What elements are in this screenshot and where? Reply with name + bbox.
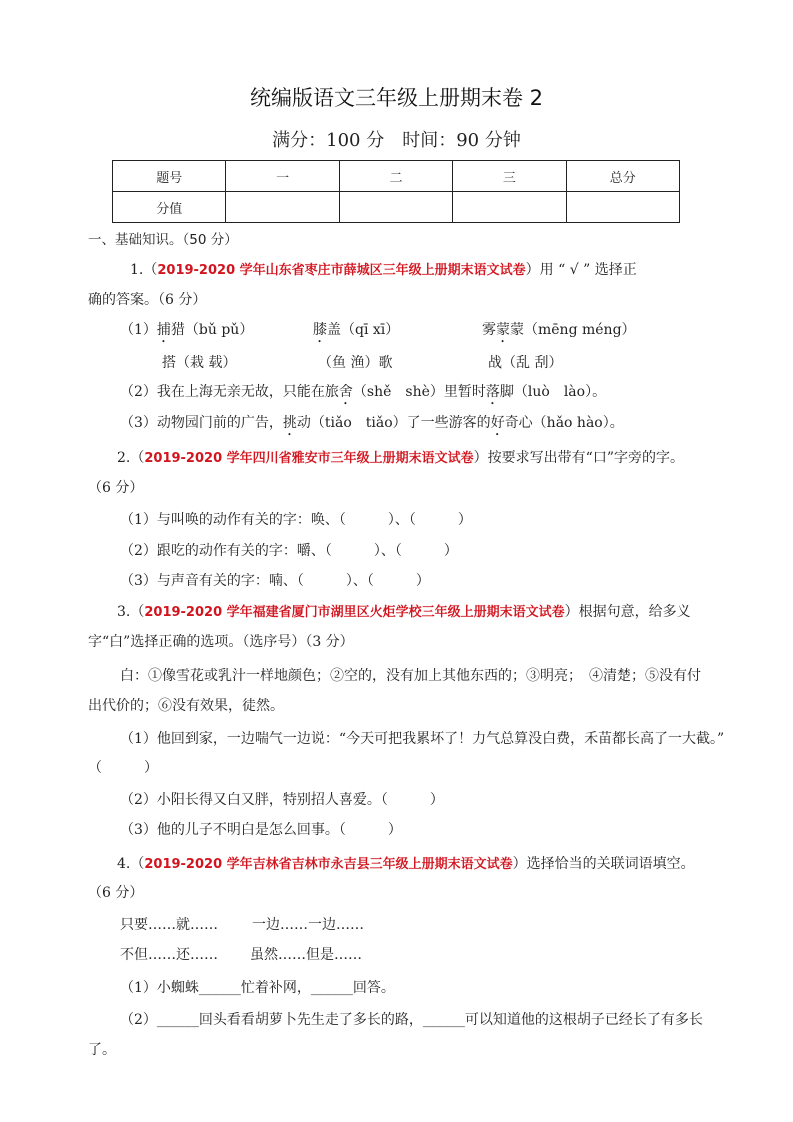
item-text: （3）动物园门前的广告， <box>120 415 283 431</box>
q3-definition-cont: 出代价的；⑥没有效果，徒然。 <box>88 698 284 714</box>
question-text: ）用 “ √ ” 选择正 <box>525 262 637 278</box>
question-2 <box>117 448 684 469</box>
score-table-cell <box>566 192 679 223</box>
emphasized-char: 蒙 <box>496 322 510 338</box>
score-table-cell: 题号 <box>113 161 226 192</box>
q1-item-2a: 搭（栽 载） <box>162 355 237 371</box>
emphasized-char: 舍 <box>338 384 353 400</box>
q2-item-3: （3）与声音有关的字：喃、（ ）、（ ） <box>120 573 430 589</box>
score-table-cell <box>453 192 566 223</box>
q4-option-2: 一边……一边…… <box>252 917 364 933</box>
emphasized-char: 膝 <box>313 322 327 338</box>
q1-item-1c <box>482 320 636 346</box>
document-title: 统编版语文三年级上册期末卷 2 <box>249 86 544 110</box>
question-text-cont: （6 分） <box>88 885 144 901</box>
q3-item-3: （3）他的儿子不明白是怎么回事。（ ） <box>120 822 402 838</box>
question-text: ）选择恰当的关联词语填空。 <box>512 856 695 872</box>
paren: （ <box>143 262 158 278</box>
emphasized-char: 捕 <box>156 322 171 338</box>
paren: （ <box>130 450 145 466</box>
question-text: ）根据句意，给多义 <box>564 604 691 620</box>
q4-option-1: 只要……就…… <box>120 917 218 933</box>
item-text: 动（tiǎo tiǎo）了一些游客的 <box>296 415 491 431</box>
item-text: 雾 <box>482 322 496 338</box>
q2-item-2: （2）跟吃的动作有关的字：嚼、（ ）、（ ） <box>120 543 458 559</box>
q1-item-3 <box>120 382 606 408</box>
emphasized-char: 挑 <box>282 415 297 431</box>
emphasized-char: 落 <box>485 384 500 400</box>
q1-item-1b <box>313 320 399 346</box>
item-text: （2）我在上海无亲无故，只能在旅 <box>120 384 339 400</box>
question-text-cont: 确的答案。（6 分） <box>88 292 207 308</box>
item-text: 蒙（mēng méng） <box>510 322 636 338</box>
question-source: 2019-2020 学年山东省枣庄市薛城区三年级上册期末语文试卷 <box>157 263 526 278</box>
q3-item-1: （1）他回到家，一边喘气一边说：“今天可把我累坏了！力气总算没白费，禾苗都长高了一大截。” <box>120 731 725 747</box>
paren: （ <box>130 856 145 872</box>
question-text-cont: （6 分） <box>88 480 144 496</box>
item-text: （shě shè）里暂时 <box>352 384 486 400</box>
item-text: 猎（bǔ pǔ） <box>170 322 254 338</box>
score-table-value-row <box>113 192 680 223</box>
question-source: 2019-2020 学年吉林省吉林市永吉县三年级上册期末语文试卷 <box>144 857 513 872</box>
question-1 <box>130 260 637 281</box>
question-number: 3. <box>117 604 131 620</box>
score-table-cell: 三 <box>453 161 566 192</box>
score-table-header-row <box>113 161 680 192</box>
question-source: 2019-2020 学年福建省厦门市湖里区火炬学校三年级上册期末语文试卷 <box>144 605 565 620</box>
q4-option-3: 不但……还…… <box>120 947 218 963</box>
q1-item-1a <box>120 320 253 346</box>
question-number: 4. <box>117 856 131 872</box>
q3-item-2: （2）小阳长得又白又胖，特别招人喜爱。（ ） <box>120 792 444 808</box>
question-text: ）按要求写出带有“口”字旁的字。 <box>473 450 684 466</box>
emphasized-char: 好 <box>490 415 505 431</box>
score-table-cell <box>339 192 452 223</box>
question-source: 2019-2020 学年四川省雅安市三年级上册期末语文试卷 <box>144 451 474 466</box>
score-table-cell: 一 <box>226 161 339 192</box>
score-table-cell <box>226 192 339 223</box>
q1-item-2c: 战（乱 刮） <box>488 355 563 371</box>
q1-item-2b: （鱼 渔）歌 <box>318 355 393 371</box>
question-number: 1. <box>130 262 144 278</box>
section-heading: 一、基础知识。（50 分） <box>88 232 238 248</box>
paren: （ <box>130 604 145 620</box>
document-subtitle: 满分：100 分 时间：90 分钟 <box>272 130 521 151</box>
q2-item-1: （1）与叫唤的动作有关的字：唤、（ ）、（ ） <box>120 512 472 528</box>
q4-item-2: （2）______回头看看胡萝卜先生走了多长的路，______可以知道他的这根胡子已经长了有多长 <box>120 1012 703 1028</box>
item-text: 奇心（hǎo hào）。 <box>504 415 624 431</box>
score-table-cell: 总分 <box>566 161 679 192</box>
score-table <box>112 160 680 223</box>
q4-item-1: （1）小蜘蛛______忙着补网，______回答。 <box>120 980 395 996</box>
q1-item-4 <box>120 413 624 439</box>
q3-item-1-blank: （ ） <box>88 760 158 776</box>
item-text: 盖（qī xī） <box>327 322 400 338</box>
q4-option-4: 虽然……但是…… <box>250 947 362 963</box>
question-4 <box>117 854 695 875</box>
item-label: （1） <box>120 322 157 338</box>
question-text-cont: 字“白”选择正确的选项。（选序号）（3 分） <box>88 634 354 650</box>
question-3 <box>117 602 691 623</box>
item-text: 脚（luò lào）。 <box>499 384 607 400</box>
score-table-cell: 二 <box>339 161 452 192</box>
q3-definition: 白：①像雪花或乳汁一样地颜色；②空的，没有加上其他东西的；③明亮； ④清楚；⑤没有付 <box>120 668 701 684</box>
score-table-cell: 分值 <box>113 192 226 223</box>
q4-item-2-cont: 了。 <box>88 1042 116 1058</box>
question-number: 2. <box>117 450 131 466</box>
